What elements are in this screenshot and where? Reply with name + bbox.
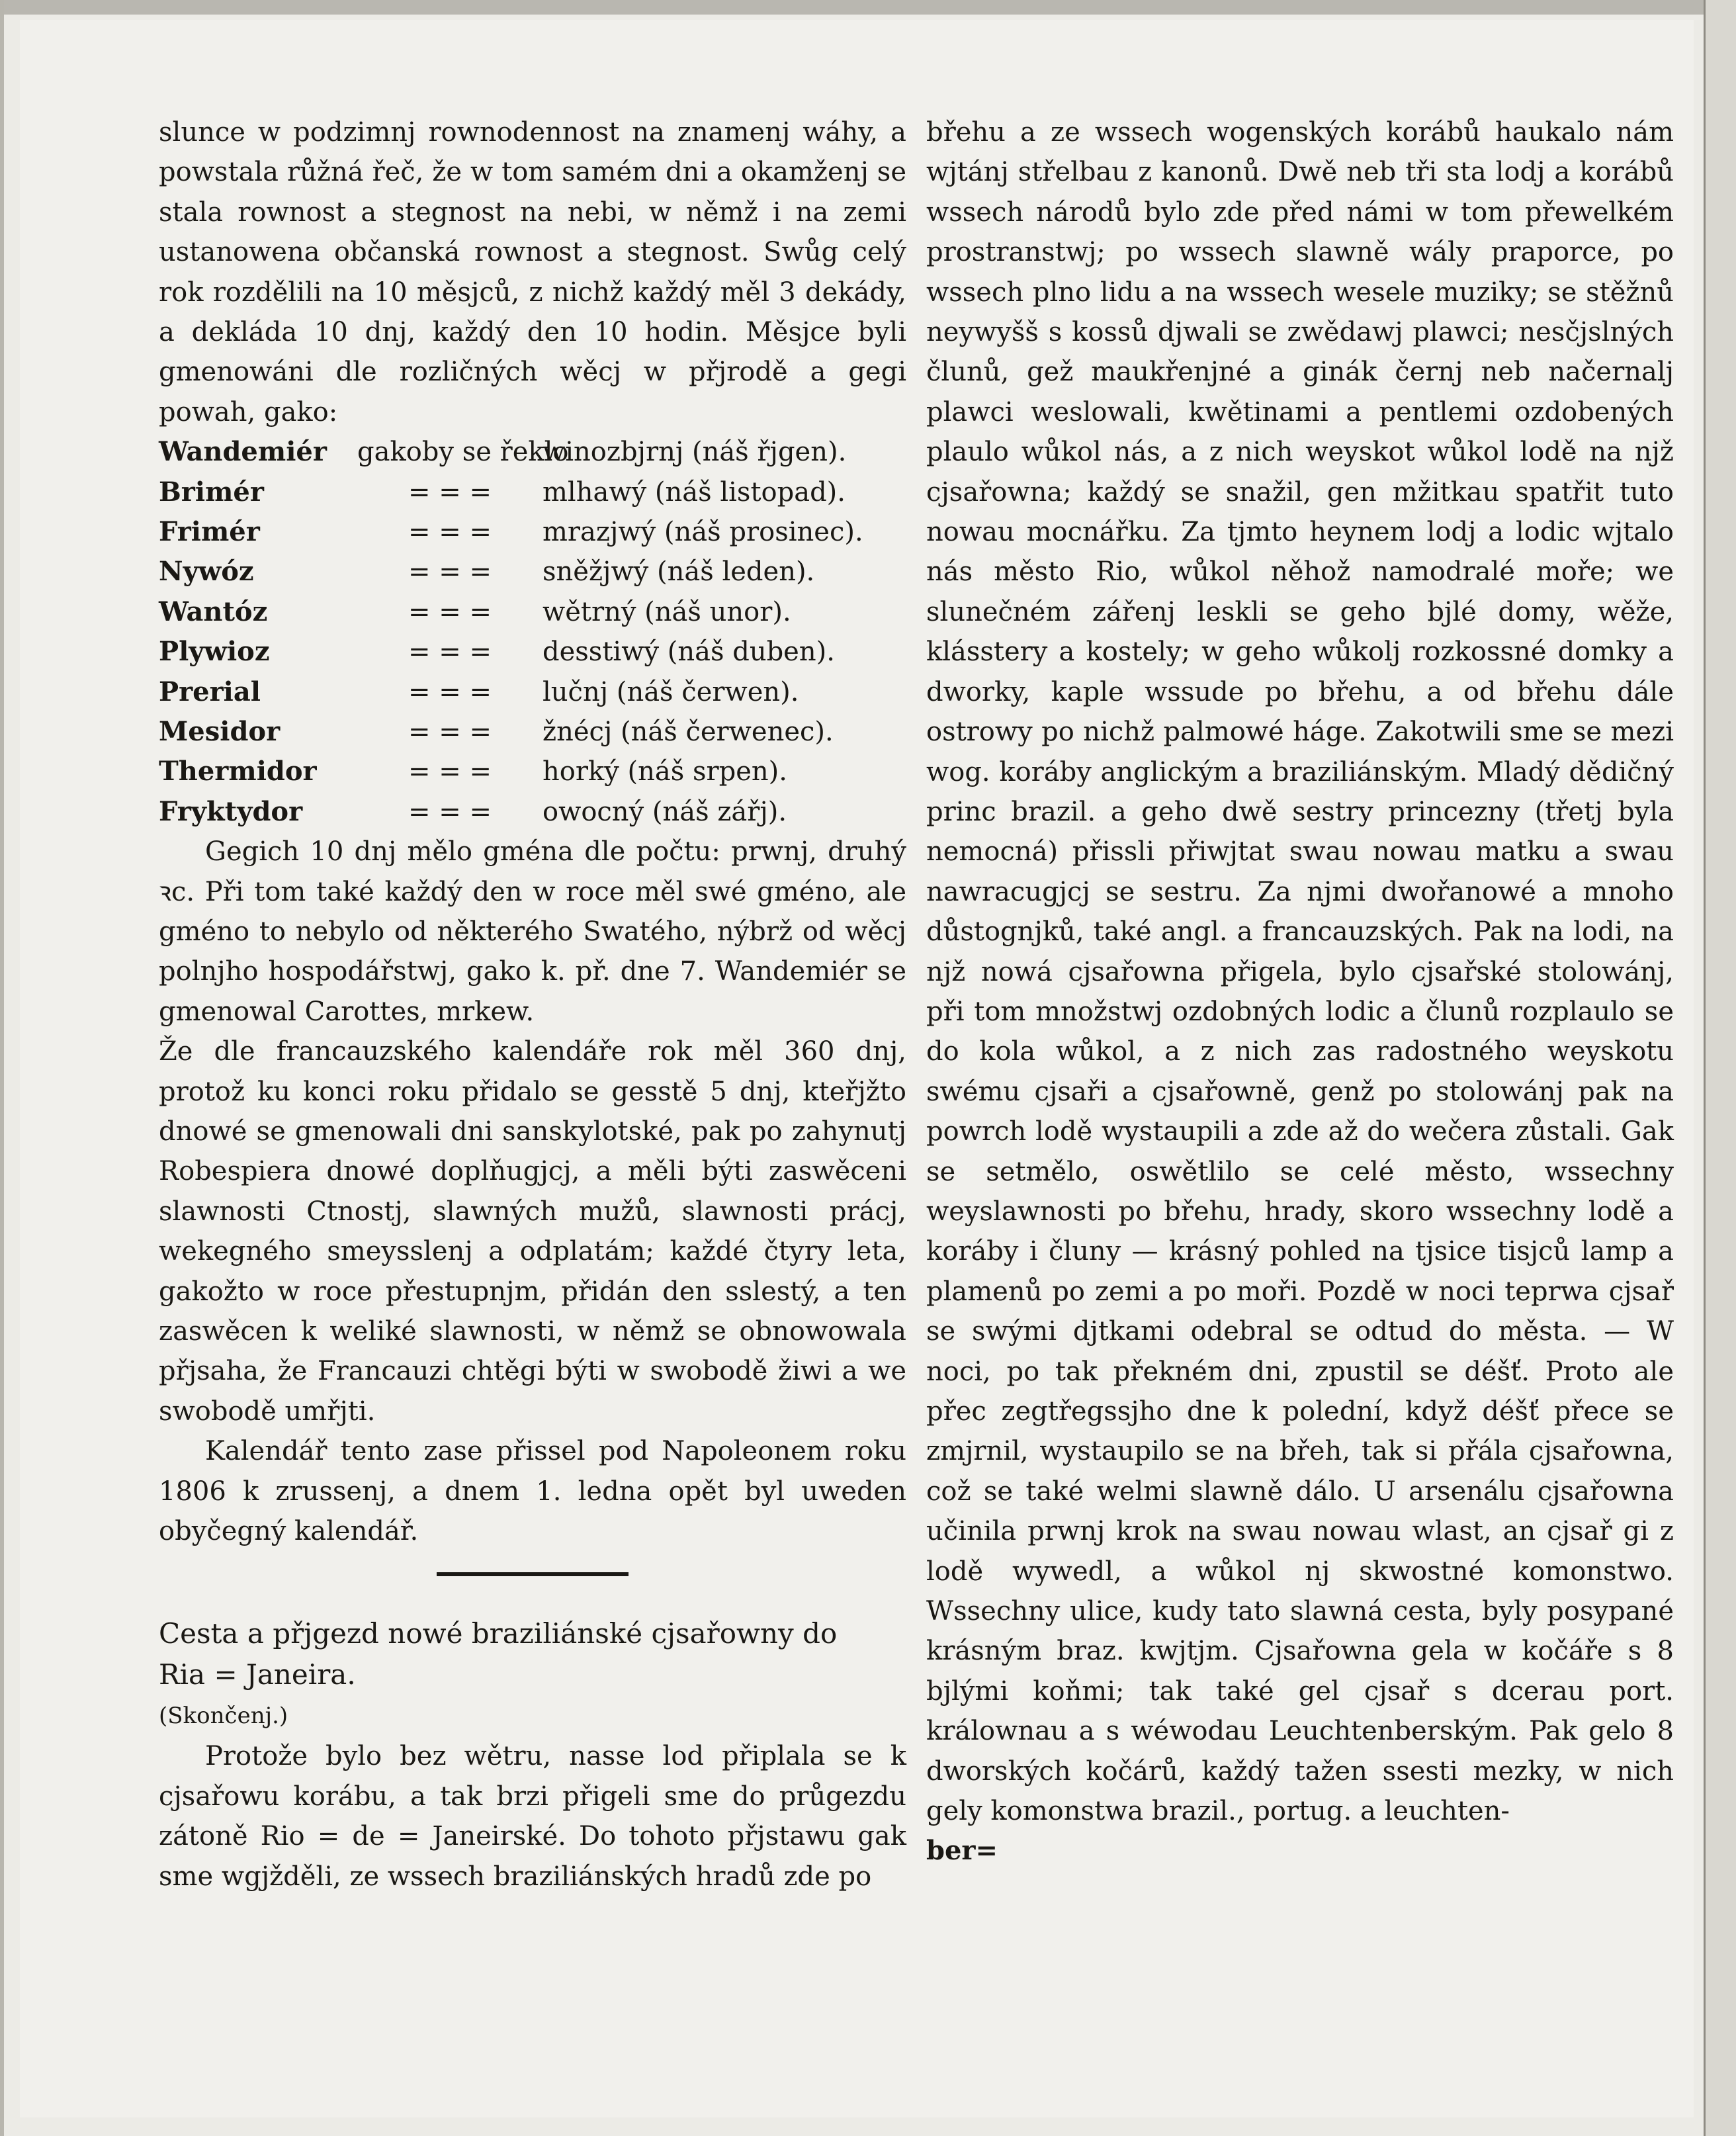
calendar-row	[159, 512, 906, 552]
article-subtitle: (Skončenj.)	[159, 1703, 288, 1730]
intro-paragraph: slunce w podzimnj rownodennost na znamenj wáhy, a powstala růžná řeč, že w tom samém dni a okamženj se stala rownost a stegnost na nebi, w němž i na zemi ustanowena občanská rownost a stegnost. Swůg celý rok rozdělili na 10 měsjců, z nichž každý měl 3 dekády, a dekláda 10 dnj, každý den 10 hodin. Měsjce byli gmenowáni dle rozličných wěcj w přjrodě a gegi powah, gako:	[159, 117, 906, 427]
calendar-ditto: = = =	[408, 556, 492, 588]
calendar-row	[159, 792, 906, 832]
calendar-desc: žnécj (náš čerwenec).	[542, 716, 834, 747]
calendar-ditto: = = =	[408, 596, 492, 627]
calendar-desc: mlhawý (náš listopad).	[542, 476, 846, 508]
article-title: Cesta a přjgezd nowé braziliánské cjsařowny do	[159, 1617, 838, 1650]
calendar-desc: sněžjwý (náš leden).	[542, 556, 815, 588]
article-continuation: břehu a ze wssech wogenských korábů haukalo nám wjtánj střelbau z kanonů. Dwě neb tři sta lodj a korábů wssech národů bylo zde před námi w tom přewelkém prostranstwj; po wssech slawně wály praporce, po wssech plno lidu a na wssech wesele muziky; se stěžnů neywyšš s kossů djwali se zwědawj plawci; nesčjslných člunů, gež maukřenjné a ginák černj neb načernalj plawci weslowali, kwětinami a pentlemi ozdobených plaulo wůkol nás, a z nich weyskot wůkol lodě na njž cjsařowna; každý se snažil, gen mžitkau spatřit tuto nowau mocnářku. Za tjmto heynem lodj a lodic wjtalo nás město Rio, wůkol něhož namodralé moře; we slunečném zářenj leskli se geho bjlé domy, wěže, klásstery a kostely; w geho wůkolj rozkossné domky a dworky, kaple wssude po břehu, a od břehu dále ostrowy po nichž palmowé háge. Zakotwili sme se mezi wog. koráby anglickým a braziliánským. Mladý dědičný princ brazil. a geho dwě sestry princezny (třetj byla nemocná) přissli přiwjtat swau nowau matku a swau nawracugjcj se sestru. Za njmi dwořanowé a mnoho důstognjků, také angl. a francauzských. Pak na lodi, na njž nowá cjsařowna přigela, bylo cjsařské stolowánj, při tom množstwj ozdobných lodic a člunů rozplaulo se do kola wůkol, a z nich zas radostného weyskotu swému cjsaři a cjsařowně, genž po stolowánj pak na powrch lodě wystaupili a zde až do wečera zůstali. Gak se setmělo, oswětlilo se celé město, wssechny weyslawnosti po břehu, hrady, skoro wssechny lodě a koráby i čluny — krásný pohled na tjsice tisjců lamp a plamenů po zemi a po moři. Pozdě w noci teprwa cjsař se swými djtkami odebral se odtud do města. — W noci, po tak překném dni, zpustil se déšť. Proto ale přec zegtřegssjho dne k polední, když déšť přece se zmjrnil, wystaupilo se na břeh, tak si přála cjsařowna, což se také welmi slawně dálo. U arsenálu cjsařowna učinila prwnj krok na swau nowau wlast, an cjsař gi z lodě wywedl, a wůkol nj skwostné komonstwo. Wssechny ulice, kudy tato slawná cesta, byly posypané krásným braz. kwjtjm. Cjsařowna gela w kočáře s 8 bjlými koňmi; tak také gel cjsař s dcerau port. králownau a s wéwodau Leuchtenberským. Pak gelo 8 dworských kočárů, každý tažen ssesti mezky, w nich gely komonstwa brazil., portug. a leuchten-	[926, 117, 1674, 1827]
calendar-ditto: = = =	[408, 637, 492, 668]
calendar-row	[159, 472, 906, 512]
section-divider	[437, 1572, 629, 1576]
calendar-ditto: = = =	[408, 476, 492, 508]
calendar-row	[159, 632, 906, 672]
calendar-month: Wandemiér	[159, 436, 327, 468]
calendar-desc: wětrný (náš unor).	[542, 596, 791, 627]
calendar-row	[159, 432, 906, 472]
scan-top-edge	[0, 0, 1736, 15]
calendar-desc: mrazjwý (náš prosinec).	[542, 517, 863, 548]
scan-left-edge	[0, 0, 4, 2136]
calendar-row	[159, 672, 906, 712]
calendar-ditto: = = =	[408, 796, 492, 827]
calendar-desc: lučnj (náš čerwen).	[542, 676, 799, 707]
calendar-ditto: = = =	[408, 517, 492, 548]
calendar-month: Mesidor	[159, 715, 281, 747]
article-title-line2: Ria = Janeira.	[159, 1658, 356, 1691]
day-names-paragraph: Gegich 10 dnj mělo gména dle počtu: prwnj, druhý ꝛc. Při tom také každý den w roce měl swé gméno, ale gméno to nebylo od některého Swatého, nýbrž od wěcj polnjho hospodářstwj, gako k. př. dne 7. Wandemiér se gmenowal Carottes, mrkew.	[159, 836, 906, 1027]
calendar-table	[159, 432, 906, 832]
article-opening-paragraph: Protože bylo bez wětru, nasse lod připlala se k cjsařowu korábu, a tak brzi přigeli sme do průgezdu zátoně Rio = de = Janeirské. Do tohoto přjstawu gak sme wgjžděli, ze wssech braziliánských hradů zde po	[159, 1741, 906, 1892]
calendar-ditto: gakoby se řeklo	[357, 437, 569, 468]
document-page	[20, 20, 1694, 2117]
right-column	[926, 112, 1674, 1871]
calendar-month: Plywioz	[159, 636, 270, 668]
scan-right-edge	[1704, 0, 1736, 2136]
calendar-month: Fryktydor	[159, 795, 303, 827]
calendar-desc: desstiwý (náš duben).	[542, 637, 835, 668]
calendar-row	[159, 592, 906, 632]
catchword: ber=	[926, 1835, 998, 1867]
calendar-month: Thermidor	[159, 756, 317, 787]
calendar-ditto: = = =	[408, 756, 492, 787]
calendar-month: Prerial	[159, 676, 261, 707]
calendar-row	[159, 712, 906, 752]
calendar-desc: owocný (náš zářj).	[542, 796, 787, 827]
calendar-desc: horký (náš srpen).	[542, 756, 787, 787]
calendar-ditto: = = =	[408, 716, 492, 747]
napoleon-paragraph: Kalendář tento zase přissel pod Napoleonem roku 1806 k zrussenj, a dnem 1. ledna opět byl uweden obyčegný kalendář.	[159, 1436, 906, 1547]
calendar-month: Nywóz	[159, 556, 254, 588]
calendar-month: Brimér	[159, 476, 264, 508]
calendar-desc: winozbjrnj (náš řjgen).	[542, 437, 847, 468]
calendar-ditto: = = =	[408, 676, 492, 707]
calendar-month: Wantóz	[159, 596, 268, 627]
left-column	[159, 112, 906, 1896]
calendar-month: Frimér	[159, 516, 260, 548]
calendar-row	[159, 752, 906, 791]
year-length-paragraph: Že dle francauzského kalendáře rok měl 360 dnj, protož ku konci roku přidalo se gesstě 5 dnj, kteřjžto dnowé se gmenowali dni sanskylotské, pak po zahynutj Robespiera dnowé doplňugjcj, a měli býti zaswěceni slawnosti Ctnostj, slawných mužů, slawnosti prácj, wekegného smeysslenj a odplatám; každé čtyry leta, gakožto w roce přestupnjm, přidán den sslestý, a ten zaswěcen k weliké slawnosti, w němž se obnowowala přjsaha, že Francauzi chtěgi býti w swobodě žiwi a we swobodě umřjti.	[159, 1036, 906, 1427]
calendar-row	[159, 552, 906, 592]
